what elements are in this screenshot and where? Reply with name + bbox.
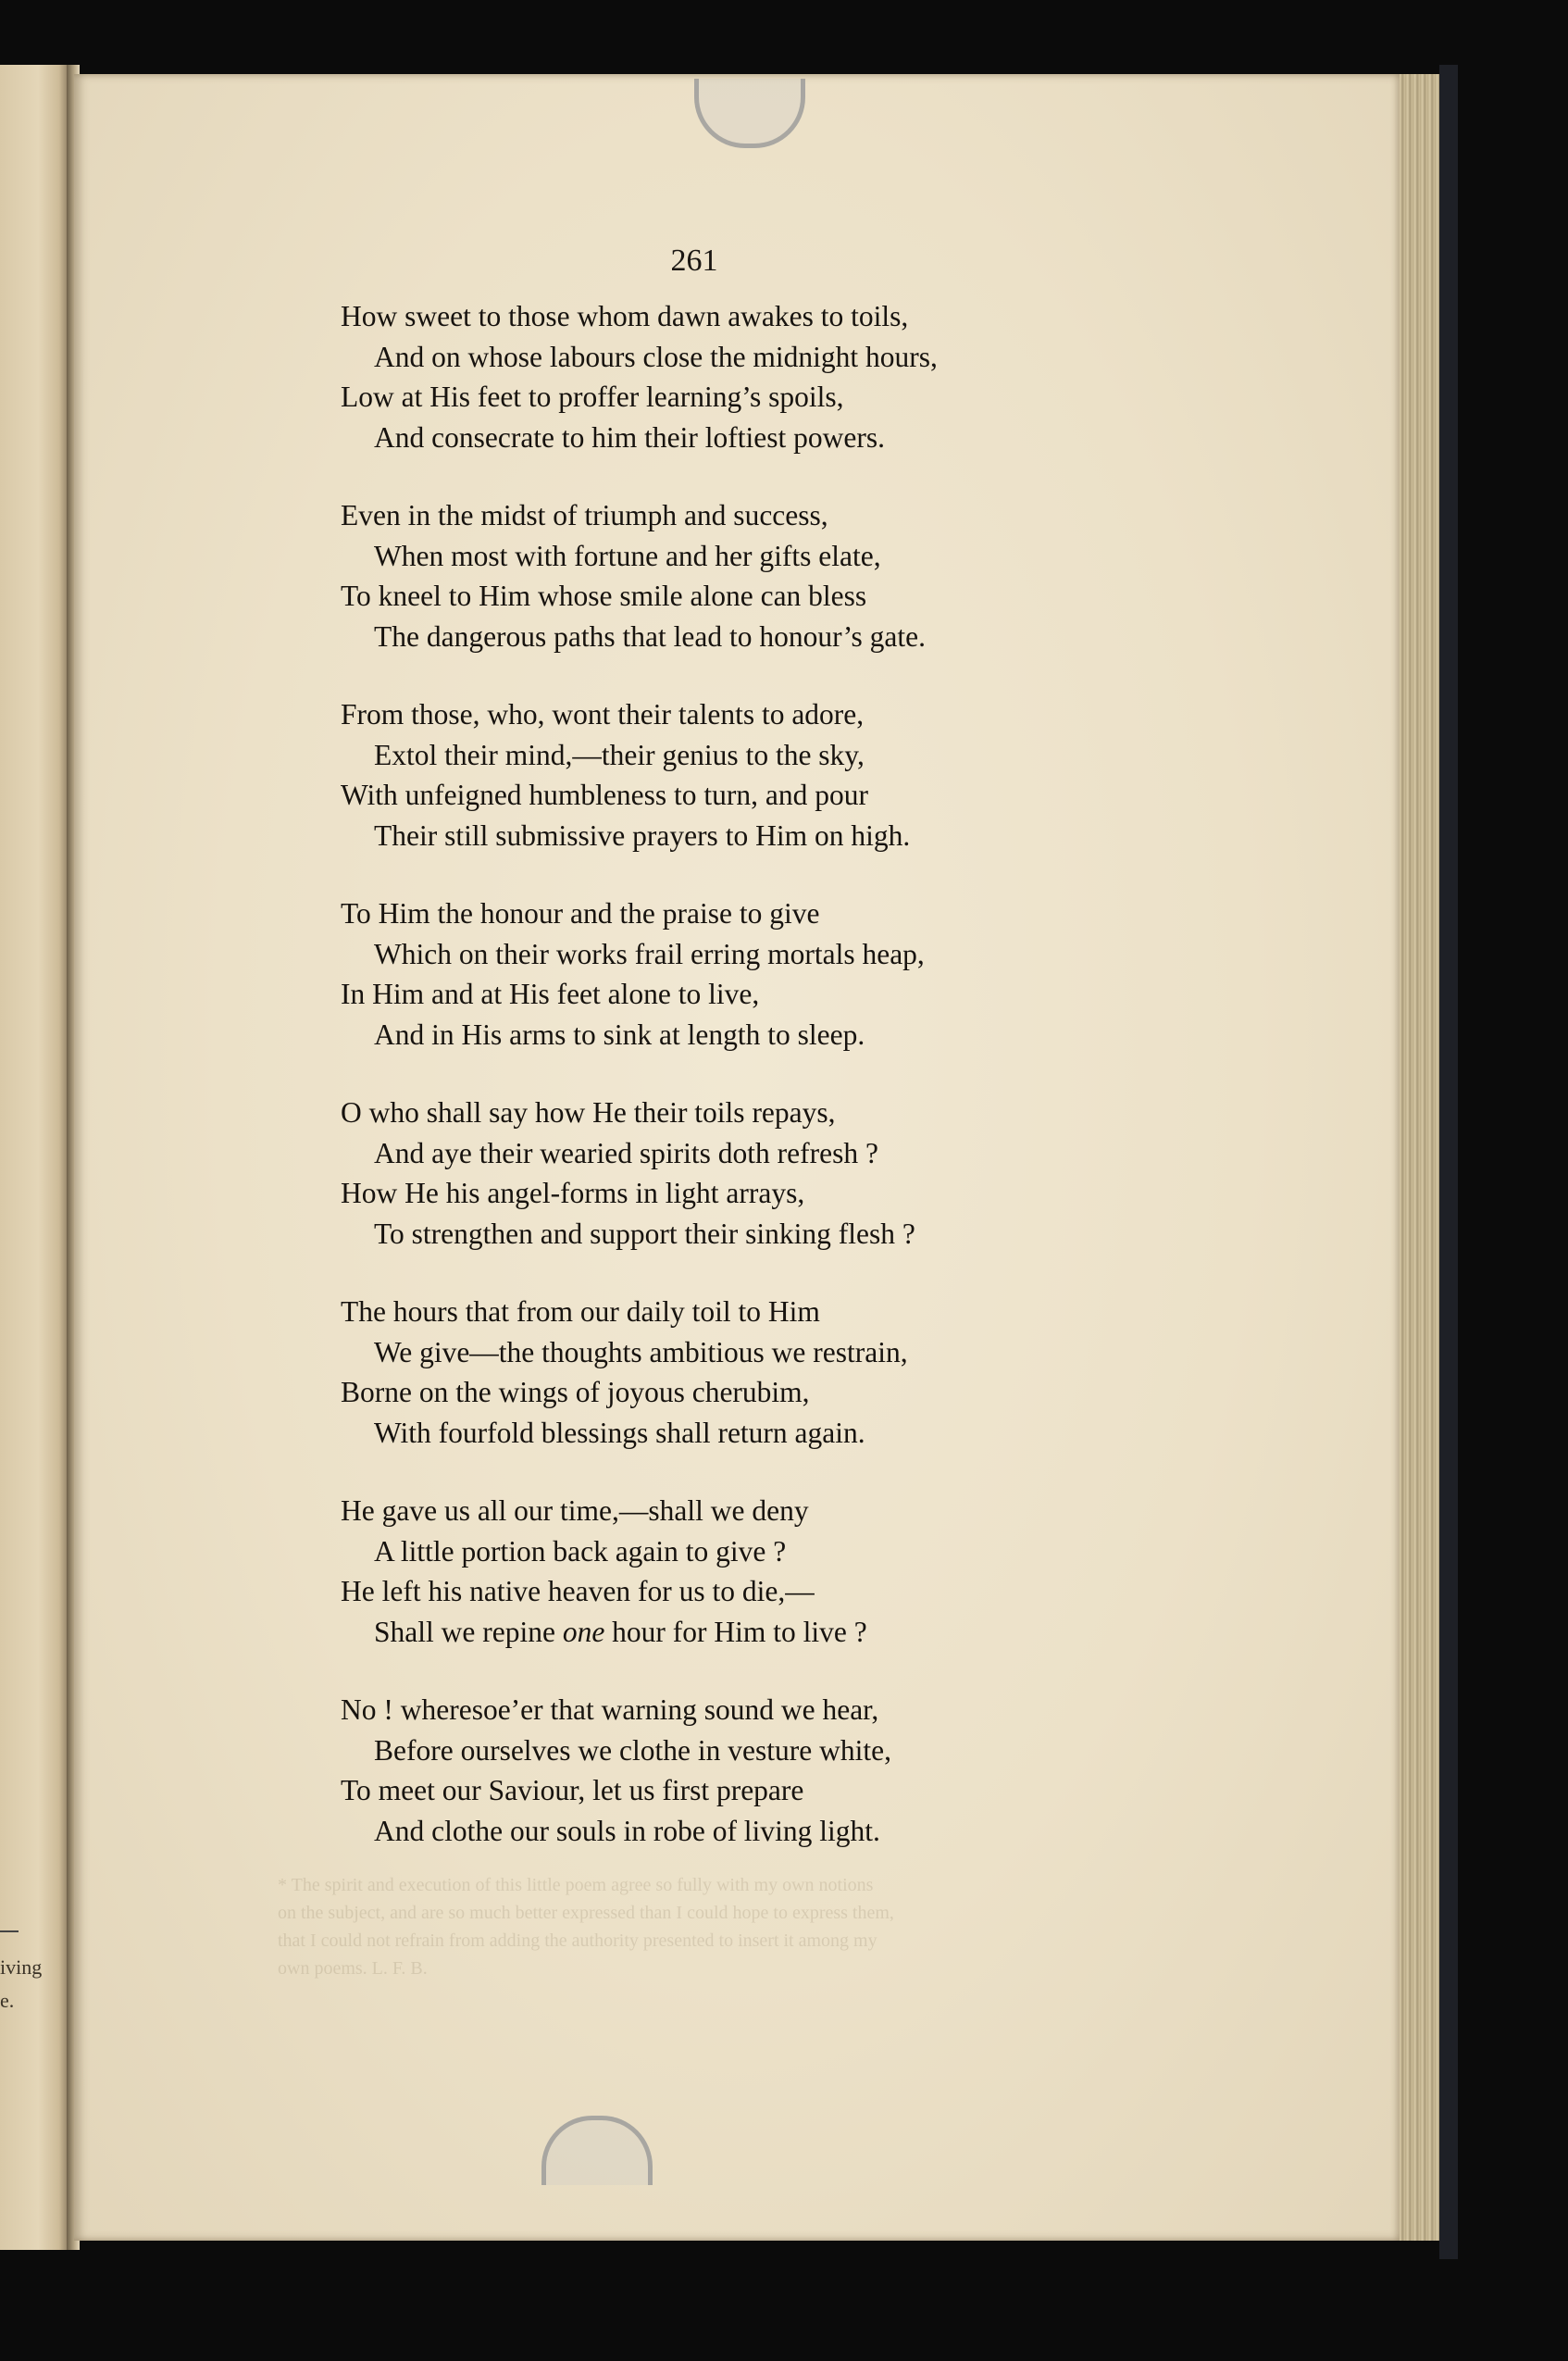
poem-line: To kneel to Him whose smile alone can bless <box>341 580 867 612</box>
poem-line: How He his angel-forms in light arrays, <box>341 1177 805 1209</box>
book-cover-edge <box>1439 65 1458 2259</box>
show-through-text: * The spirit and execution of this little poem agree so fully with my own notions <box>278 1875 874 1895</box>
poem-line: Even in the midst of triumph and success, <box>341 499 828 531</box>
left-page-footnote-rule <box>0 1930 19 1932</box>
poem-line: In Him and at His feet alone to live, <box>341 978 760 1010</box>
stanza <box>341 893 1359 1055</box>
poem-line: No ! wheresoe’er that warning sound we hear, <box>341 1693 879 1726</box>
poem-line: And in His arms to sink at length to sleep. <box>374 1018 865 1051</box>
poem-line: The hours that from our daily toil to Him <box>341 1295 820 1328</box>
show-through-text: own poems. L. F. B. <box>278 1958 428 1979</box>
stanza <box>341 296 1359 457</box>
stanza <box>341 1690 1359 1851</box>
poem-line: We give—the thoughts ambitious we restrain, <box>374 1335 908 1368</box>
poem-line: Their still submissive prayers to Him on high. <box>374 818 911 852</box>
poem-line: A little portion back again to give ? <box>374 1534 787 1568</box>
stanza <box>341 1292 1359 1453</box>
poem-line: With unfeigned humbleness to turn, and pour <box>341 779 868 811</box>
poem-line: Which on their works frail erring mortals heap, <box>374 937 925 970</box>
poem-line: And aye their wearied spirits doth refresh ? <box>374 1136 878 1169</box>
left-page-fragment: iving <box>0 1955 43 1979</box>
stanza <box>341 694 1359 856</box>
poem-line: Borne on the wings of joyous cherubim, <box>341 1376 810 1408</box>
poem-line: He left his native heaven for us to die,— <box>341 1575 815 1607</box>
show-through-text: on the subject, and are so much better expressed than I could hope to express them, <box>278 1903 894 1923</box>
stanza <box>341 1093 1359 1254</box>
poem-line: With fourfold blessings shall return again. <box>374 1416 865 1449</box>
poem-line: From those, who, wont their talents to adore, <box>341 698 865 731</box>
poem-line: How sweet to those whom dawn awakes to toils, <box>341 300 909 332</box>
stanza <box>341 1491 1359 1652</box>
poem-line: When most with fortune and her gifts elate, <box>374 539 881 572</box>
poem-line: O who shall say how He their toils repays, <box>341 1096 836 1129</box>
page-stack-edge <box>1398 74 1442 2241</box>
poem-line: Before ourselves we clothe in vesture white, <box>374 1733 891 1767</box>
poem-line: Shall we repine one hour for Him to live ? <box>374 1615 867 1648</box>
poem-line: To Him the honour and the praise to give <box>341 897 820 930</box>
left-page-fragment: e. <box>0 1989 15 2012</box>
poem-line: He gave us all our time,—shall we deny <box>341 1494 809 1527</box>
left-facing-page <box>0 65 69 2250</box>
poem-line: To meet our Saviour, let us first prepare <box>341 1774 804 1806</box>
poem-line: And on whose labours close the midnight hours, <box>374 340 938 373</box>
poem-line: To strengthen and support their sinking flesh ? <box>374 1217 915 1250</box>
poem-line: The dangerous paths that lead to honour’s gate. <box>374 619 927 653</box>
poem-line: And clothe our souls in robe of living light. <box>374 1814 880 1847</box>
poem-line: Extol their mind,—their genius to the sky, <box>374 738 865 771</box>
poem-line: And consecrate to him their loftiest powers. <box>374 420 885 454</box>
page-number: 261 <box>670 244 718 278</box>
show-through-text: that I could not refrain from adding the authority presented to insert it among my <box>278 1930 877 1951</box>
stanza <box>341 495 1359 656</box>
poem-line: Low at His feet to proffer learning’s spoils, <box>341 381 844 413</box>
poem-body <box>341 296 1359 1889</box>
